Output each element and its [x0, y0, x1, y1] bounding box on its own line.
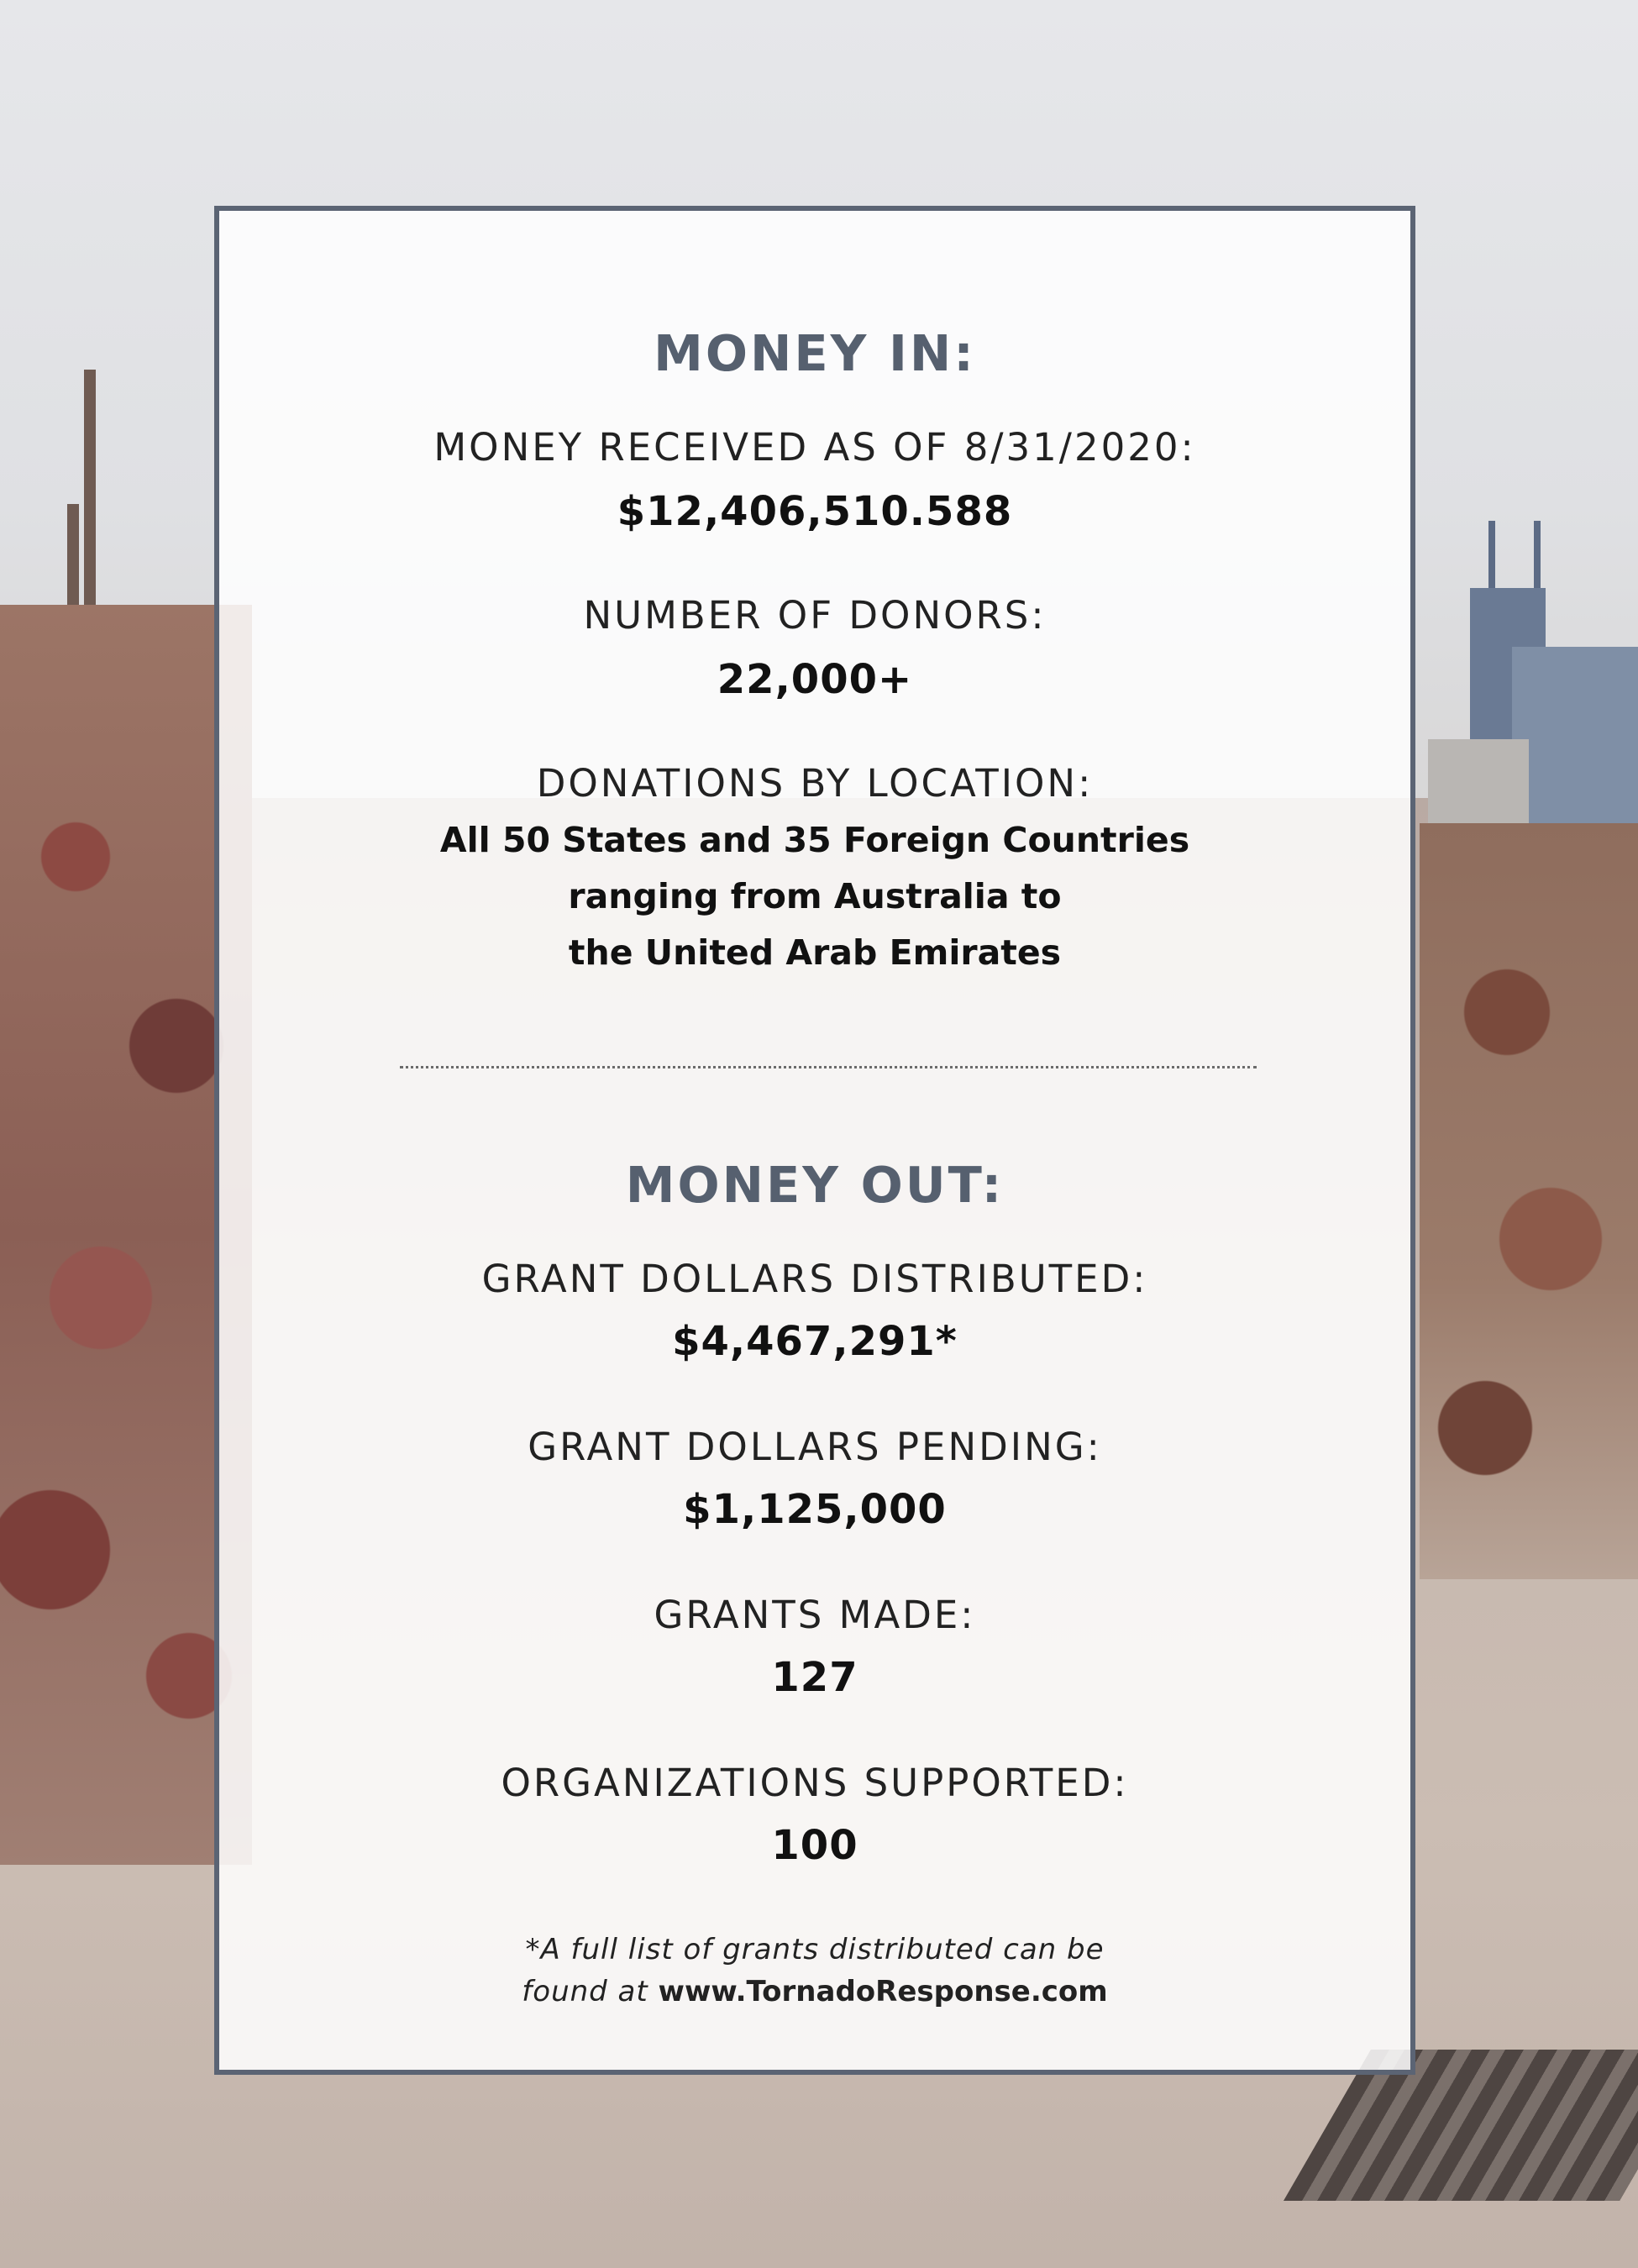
money-out-title: MONEY OUT: [625, 1156, 1005, 1214]
donors-value: 22,000+ [717, 656, 913, 703]
orgs-supported-label: ORGANIZATIONS SUPPORTED: [501, 1761, 1129, 1805]
orgs-supported-value: 100 [771, 1822, 858, 1869]
skyline-building [1512, 647, 1638, 840]
location-label: DONATIONS BY LOCATION: [536, 761, 1094, 806]
money-received-label: MONEY RECEIVED AS OF 8/31/2020: [433, 425, 1196, 470]
footnote-line-2 [219, 1975, 1410, 2008]
grants-made-value: 127 [771, 1654, 858, 1701]
location-line: ranging from Australia to [568, 876, 1062, 916]
section-divider [400, 1066, 1257, 1068]
location-line: the United Arab Emirates [568, 932, 1062, 973]
money-in-title: MONEY IN: [654, 324, 976, 382]
grants-distributed-value: $4,467,291* [672, 1318, 958, 1365]
footnote-prefix: found at [522, 1975, 659, 2008]
money-received-value: $12,406,510.588 [617, 488, 1013, 535]
grants-pending-value: $1,125,000 [683, 1486, 947, 1533]
footnote-line-1: *A full list of grants distributed can be [525, 1933, 1105, 1966]
summary-card [214, 206, 1415, 2075]
grants-made-label: GRANTS MADE: [654, 1593, 976, 1637]
skyline-spire [1534, 521, 1541, 596]
grants-distributed-label: GRANT DOLLARS DISTRIBUTED: [481, 1257, 1148, 1301]
skyline-spire [1488, 521, 1495, 596]
tornado-response-link[interactable]: www.TornadoResponse.com [658, 1975, 1108, 2008]
rubble-pile-right [1420, 823, 1638, 1579]
donors-label: NUMBER OF DONORS: [583, 593, 1047, 638]
grants-pending-label: GRANT DOLLARS PENDING: [528, 1425, 1102, 1469]
location-line: All 50 States and 35 Foreign Countries [439, 820, 1190, 860]
